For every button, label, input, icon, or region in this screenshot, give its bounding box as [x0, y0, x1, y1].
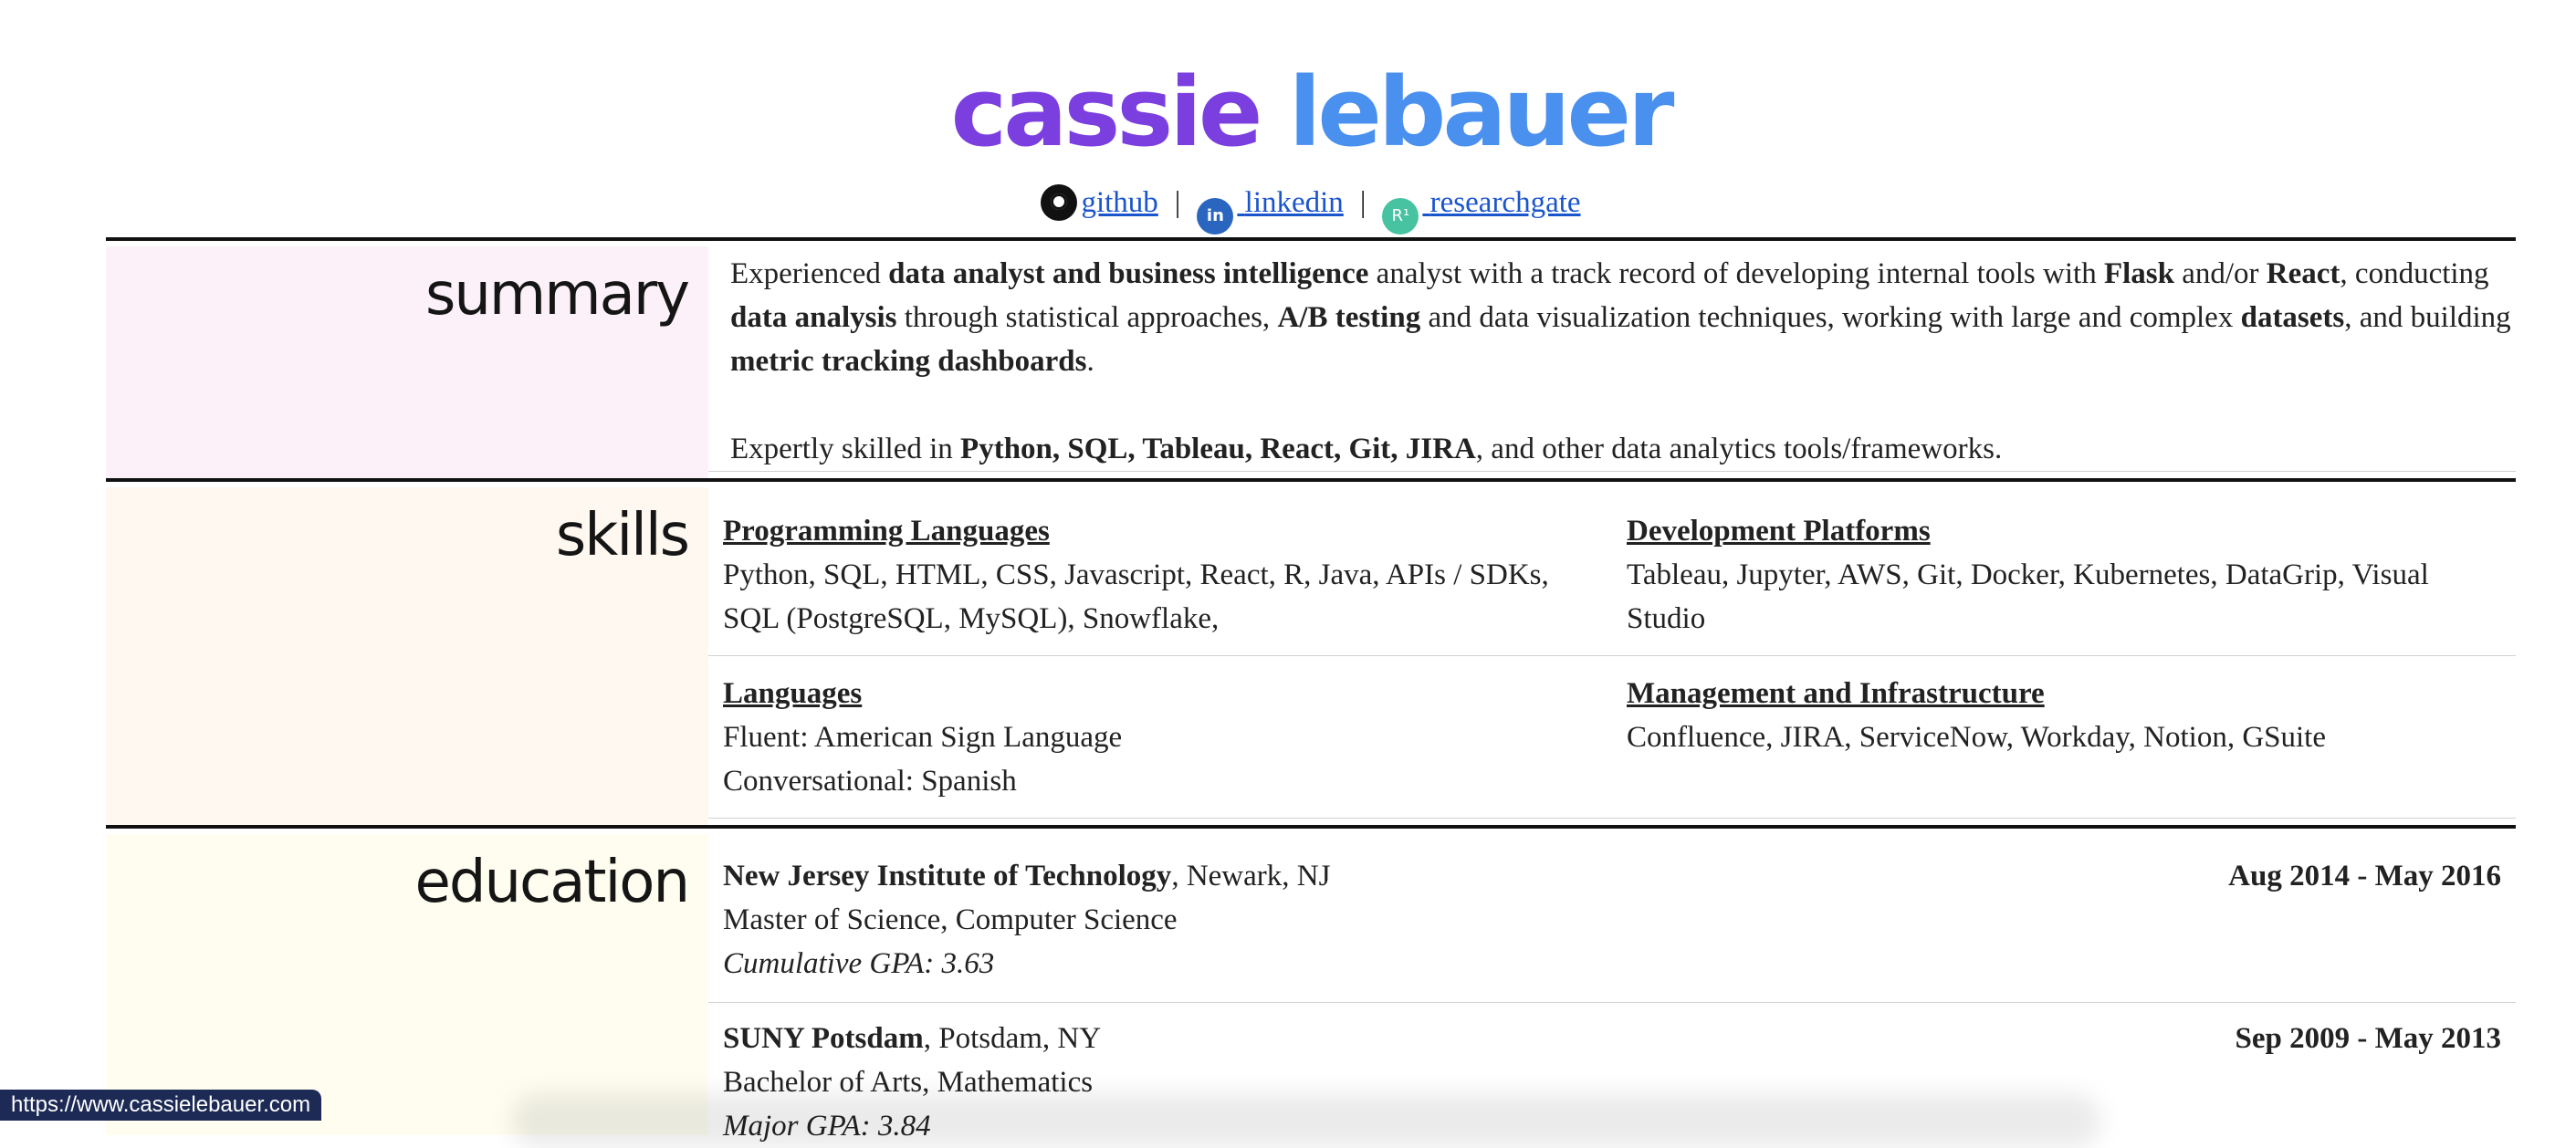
summary-text: analyst with a track record of developing internal tools with	[1368, 257, 2104, 290]
github-link-label: github	[1081, 186, 1158, 219]
skill-line: Studio	[1627, 602, 1706, 635]
summary-text: , conducting	[2340, 257, 2489, 290]
education-section	[106, 825, 2516, 1143]
emphasis-text: Python, SQL, Tableau, React, Git, JIRA	[960, 433, 1476, 465]
resume-name	[106, 53, 2516, 172]
summary-text: , and building	[2344, 301, 2511, 334]
school-name: SUNY Potsdam	[723, 1022, 924, 1055]
skills-label-column	[106, 487, 708, 827]
gpa: Major GPA: 3.84	[723, 1110, 931, 1143]
section-title-summary: summary	[425, 261, 688, 329]
profile-links	[106, 179, 2516, 235]
summary-section	[106, 237, 2516, 480]
summary-text: .	[1086, 345, 1094, 378]
summary-skills-paragraph	[730, 427, 2516, 471]
divider	[708, 471, 2516, 472]
summary-text: and/or	[2173, 257, 2267, 290]
emphasis-text: data analysis	[730, 301, 897, 334]
skill-heading: Languages	[723, 677, 863, 710]
overlay-shadow	[511, 1093, 2101, 1148]
skill-line: Confluence, JIRA, ServiceNow, Workday, Notion, GSuite	[1627, 721, 2326, 754]
summary-text: through statistical approaches,	[896, 301, 1278, 334]
github-icon	[1041, 184, 1077, 221]
linkedin-link[interactable]	[1197, 186, 1344, 225]
section-title-skills: skills	[555, 502, 688, 569]
summary-text: Experienced	[730, 257, 889, 290]
status-bar-url: https://www.cassielebauer.com	[0, 1090, 321, 1121]
resume-page	[106, 0, 2516, 1143]
skill-group-platforms	[1627, 509, 2503, 641]
skill-heading: Programming Languages	[723, 515, 1050, 548]
skill-line: Fluent: American Sign Language	[723, 721, 1123, 754]
gpa: Cumulative GPA: 3.63	[723, 947, 995, 980]
divider	[708, 655, 2516, 656]
divider	[708, 818, 2516, 819]
summary-label-column	[106, 246, 708, 480]
linkedin-icon: in	[1197, 198, 1233, 235]
education-dates: Sep 2009 - May 2013	[2235, 1022, 2501, 1055]
first-name: cassie	[950, 57, 1260, 168]
education-entry	[723, 854, 2501, 986]
skill-group-programming	[723, 509, 1599, 641]
skills-section	[106, 478, 2516, 829]
skill-heading: Development Platforms	[1627, 515, 1931, 548]
researchgate-link[interactable]	[1382, 186, 1581, 225]
emphasis-text: data analyst and business intelligence	[888, 257, 1369, 290]
researchgate-link-label: researchgate	[1429, 186, 1581, 219]
emphasis-text: metric tracking dashboards	[730, 345, 1087, 378]
summary-content	[730, 252, 2516, 471]
last-name: lebauer	[1288, 57, 1671, 168]
researchgate-icon: R¹	[1382, 198, 1419, 235]
skill-group-management	[1627, 672, 2503, 759]
skill-group-languages	[723, 672, 1599, 803]
section-title-education: education	[414, 849, 688, 916]
school-location: , Newark, NJ	[1171, 860, 1331, 892]
skill-line: Python, SQL, HTML, CSS, Javascript, React, R, Java, APIs / SDKs,	[723, 558, 1549, 591]
degree: Master of Science, Computer Science	[723, 903, 1178, 936]
github-link[interactable]	[1041, 186, 1157, 219]
degree: Bachelor of Arts, Mathematics	[723, 1066, 1094, 1099]
emphasis-text: React	[2266, 257, 2340, 290]
link-separator: |	[1359, 186, 1367, 219]
emphasis-text: Flask	[2103, 257, 2174, 290]
summary-paragraph	[730, 252, 2516, 383]
link-separator: |	[1174, 186, 1181, 219]
summary-text: , and other data analytics tools/frameworks.	[1475, 433, 2003, 465]
skill-line: Conversational: Spanish	[723, 765, 1017, 798]
divider	[708, 1002, 2516, 1003]
skill-heading: Management and Infrastructure	[1627, 677, 2045, 710]
linkedin-link-label: linkedin	[1244, 186, 1344, 219]
skill-line: Tableau, Jupyter, AWS, Git, Docker, Kubernetes, DataGrip, Visual	[1627, 558, 2429, 591]
skill-line: SQL (PostgreSQL, MySQL), Snowflake,	[723, 602, 1220, 635]
education-dates: Aug 2014 - May 2016	[2228, 860, 2501, 892]
summary-text: Expertly skilled in	[730, 433, 961, 465]
emphasis-text: A/B testing	[1277, 301, 1421, 334]
emphasis-text: datasets	[2240, 301, 2345, 334]
school-name: New Jersey Institute of Technology	[723, 860, 1172, 892]
school-location: , Potsdam, NY	[923, 1022, 1102, 1055]
summary-text: and data visualization techniques, working with large and complex	[1420, 301, 2241, 334]
